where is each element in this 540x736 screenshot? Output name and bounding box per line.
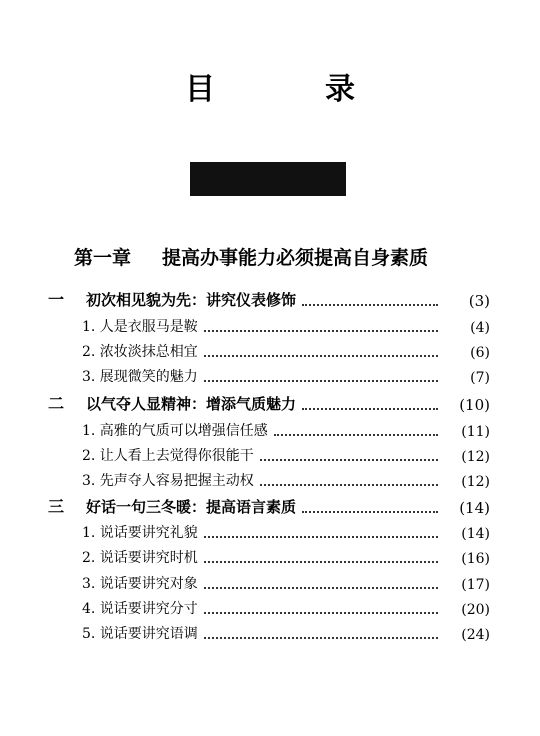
toc-page-number: (24)	[461, 627, 490, 643]
dot-leader	[204, 536, 438, 538]
toc-entry-label: 3. 说话要讲究对象	[82, 576, 198, 592]
toc-page-number: (3)	[468, 292, 490, 310]
dot-leader	[302, 511, 438, 513]
page-title: 目 录	[185, 72, 395, 107]
dot-leader	[204, 637, 438, 639]
chapter-title: 提高办事能力必须提高自身素质	[162, 247, 429, 269]
toc-page-number: (16)	[461, 551, 490, 567]
toc-section-row	[0, 394, 540, 416]
toc-section-marker: 二	[48, 394, 65, 413]
toc-entry-label: 3. 展现微笑的魅力	[82, 369, 198, 385]
dot-leader	[302, 408, 438, 410]
toc-entry-label: 5. 说话要讲究语调	[82, 626, 198, 642]
toc-section-marker: 三	[48, 497, 65, 516]
toc-entry-label: 2. 浓妆淡抹总相宜	[82, 344, 198, 360]
toc-entry-label: 2. 让人看上去觉得你很能干	[82, 448, 254, 464]
toc-entry-label: 初次相见貌为先：讲究仪表修饰	[86, 291, 297, 309]
toc-section-row	[0, 497, 540, 519]
toc-page-number: (4)	[470, 320, 490, 336]
toc-item-row	[0, 522, 540, 544]
toc-page-number: (7)	[470, 370, 490, 386]
dot-leader	[260, 459, 438, 461]
toc-section-row	[0, 290, 540, 312]
dot-leader	[204, 380, 438, 382]
toc-page-number: (14)	[459, 499, 490, 517]
toc-entry-label: 1. 说话要讲究礼貌	[82, 525, 198, 541]
redaction-block	[190, 162, 346, 196]
toc-entry-label: 以气夺人显精神：增添气质魅力	[86, 395, 297, 413]
dot-leader	[204, 330, 438, 332]
toc-section-marker: 一	[48, 290, 65, 309]
toc-page-number: (14)	[461, 526, 490, 542]
toc-item-row	[0, 470, 540, 492]
toc-item-row	[0, 420, 540, 442]
toc-item-row	[0, 547, 540, 569]
toc-page-number: (17)	[461, 577, 490, 593]
toc-page-number: (20)	[461, 602, 490, 618]
toc-item-row	[0, 598, 540, 620]
toc-item-row	[0, 623, 540, 645]
chapter-heading	[74, 243, 428, 270]
dot-leader	[204, 355, 438, 357]
toc-page-number: (12)	[461, 474, 490, 490]
dot-leader	[204, 612, 438, 614]
dot-leader	[260, 484, 438, 486]
dot-leader	[302, 304, 438, 306]
toc-item-row	[0, 341, 540, 363]
toc-entry-label: 3. 先声夺人容易把握主动权	[82, 473, 254, 489]
toc-item-row	[0, 445, 540, 467]
dot-leader	[204, 561, 438, 563]
dot-leader	[274, 434, 438, 436]
toc-entry-label: 1. 人是衣服马是鞍	[82, 319, 198, 335]
chapter-number: 第一章	[74, 247, 132, 269]
toc-item-row	[0, 316, 540, 338]
toc-entry-label: 1. 高雅的气质可以增强信任感	[82, 423, 268, 439]
dot-leader	[204, 587, 438, 589]
toc-entry-label: 4. 说话要讲究分寸	[82, 601, 198, 617]
toc-page-number: (6)	[470, 345, 490, 361]
toc-item-row	[0, 366, 540, 388]
toc-page-number: (12)	[461, 449, 490, 465]
toc-item-row	[0, 573, 540, 595]
toc-page-number: (11)	[461, 424, 490, 440]
toc-page-number: (10)	[459, 396, 490, 414]
toc-entry-label: 好话一句三冬暖：提高语言素质	[86, 498, 297, 516]
toc-entry-label: 2. 说话要讲究时机	[82, 550, 198, 566]
